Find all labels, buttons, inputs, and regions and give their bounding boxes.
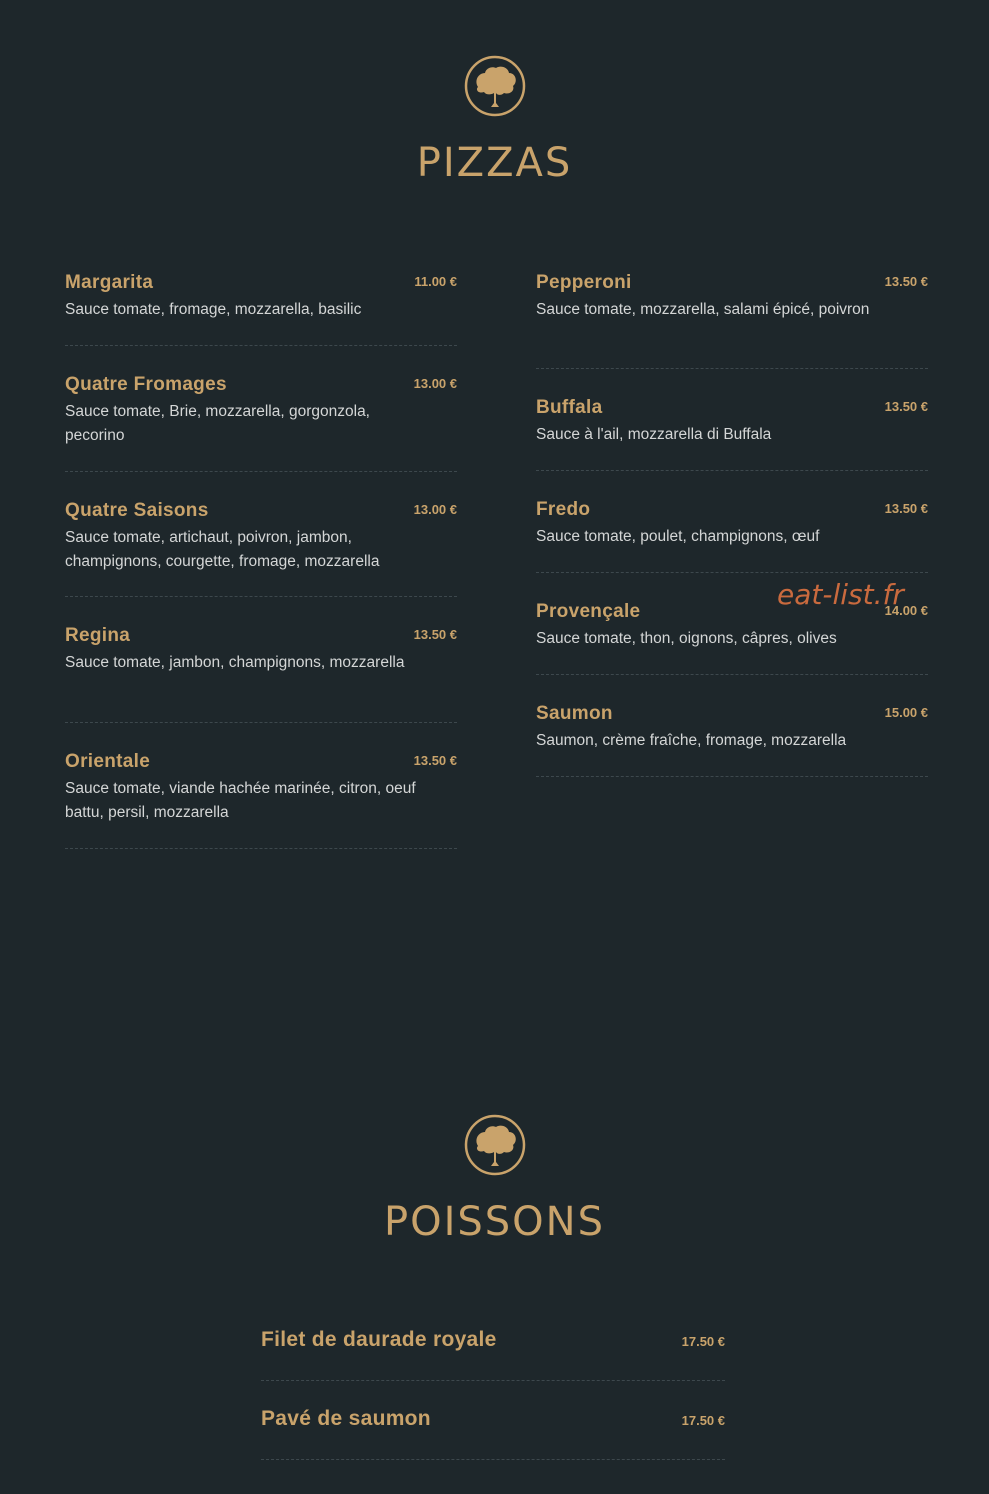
item-price: 13.50 € <box>884 399 928 414</box>
item-desc: Sauce tomate, viande hachée marinée, citron, oeuf battu, persil, mozzarella <box>65 780 416 821</box>
tree-logo-icon <box>464 1114 526 1176</box>
tree-logo-icon <box>464 55 526 117</box>
item-name: Buffala <box>536 397 603 418</box>
item-name: Quatre Saisons <box>65 500 209 521</box>
item-price: 13.50 € <box>413 753 457 768</box>
item-name: Fredo <box>536 499 591 520</box>
item-name: Saumon <box>536 703 613 724</box>
item-price: 13.00 € <box>413 376 457 391</box>
pizzas-left-column <box>65 271 457 849</box>
menu-item <box>536 600 928 675</box>
item-desc: Saumon, crème fraîche, fromage, mozzarella <box>536 732 847 749</box>
menu-item <box>536 498 928 573</box>
item-desc: Sauce tomate, mozzarella, salami épicé, poivron <box>536 301 870 318</box>
item-desc: Sauce tomate, thon, oignons, câpres, olives <box>536 630 837 647</box>
item-desc: Sauce tomate, artichaut, poivron, jambon, champignons, courgette, fromage, mozzarella <box>65 529 380 570</box>
item-desc: Sauce tomate, poulet, champignons, œuf <box>536 528 820 545</box>
item-desc: Sauce à l'ail, mozzarella di Buffala <box>536 426 772 443</box>
item-price: 14.00 € <box>884 603 928 618</box>
item-price: 13.50 € <box>884 274 928 289</box>
item-price: 13.00 € <box>413 502 457 517</box>
item-name: Filet de daurade royale <box>261 1328 497 1351</box>
item-desc: Sauce tomate, fromage, mozzarella, basilic <box>65 301 362 318</box>
item-price: 17.50 € <box>681 1334 725 1349</box>
menu-item <box>536 702 928 777</box>
pizzas-right-column <box>536 271 928 777</box>
item-name: Pepperoni <box>536 272 632 293</box>
menu-item <box>65 624 457 723</box>
item-price: 17.50 € <box>681 1413 725 1428</box>
item-name: Quatre Fromages <box>65 374 227 395</box>
item-price: 11.00 € <box>414 274 457 289</box>
menu-item <box>261 1320 725 1381</box>
item-name: Provençale <box>536 601 641 622</box>
item-price: 13.50 € <box>884 501 928 516</box>
menu-item <box>536 396 928 471</box>
item-name: Orientale <box>65 751 151 772</box>
item-name: Pavé de saumon <box>261 1407 431 1430</box>
menu-item <box>65 271 457 346</box>
item-price: 15.00 € <box>884 705 928 720</box>
item-price: 13.50 € <box>413 627 457 642</box>
menu-item <box>536 271 928 369</box>
menu-item <box>65 750 457 849</box>
item-desc: Sauce tomate, jambon, champignons, mozzarella <box>65 654 405 671</box>
watermark: eat-list.fr <box>777 578 904 611</box>
poissons-title: POISSONS <box>384 1199 605 1245</box>
item-name: Margarita <box>65 272 154 293</box>
menu-item <box>261 1399 725 1460</box>
menu-item <box>65 373 457 472</box>
pizzas-title: PIZZAS <box>416 140 573 186</box>
menu-item <box>65 499 457 597</box>
item-desc: Sauce tomate, Brie, mozzarella, gorgonzola, pecorino <box>65 403 370 444</box>
poissons-list <box>261 1320 725 1478</box>
item-name: Regina <box>65 625 131 646</box>
